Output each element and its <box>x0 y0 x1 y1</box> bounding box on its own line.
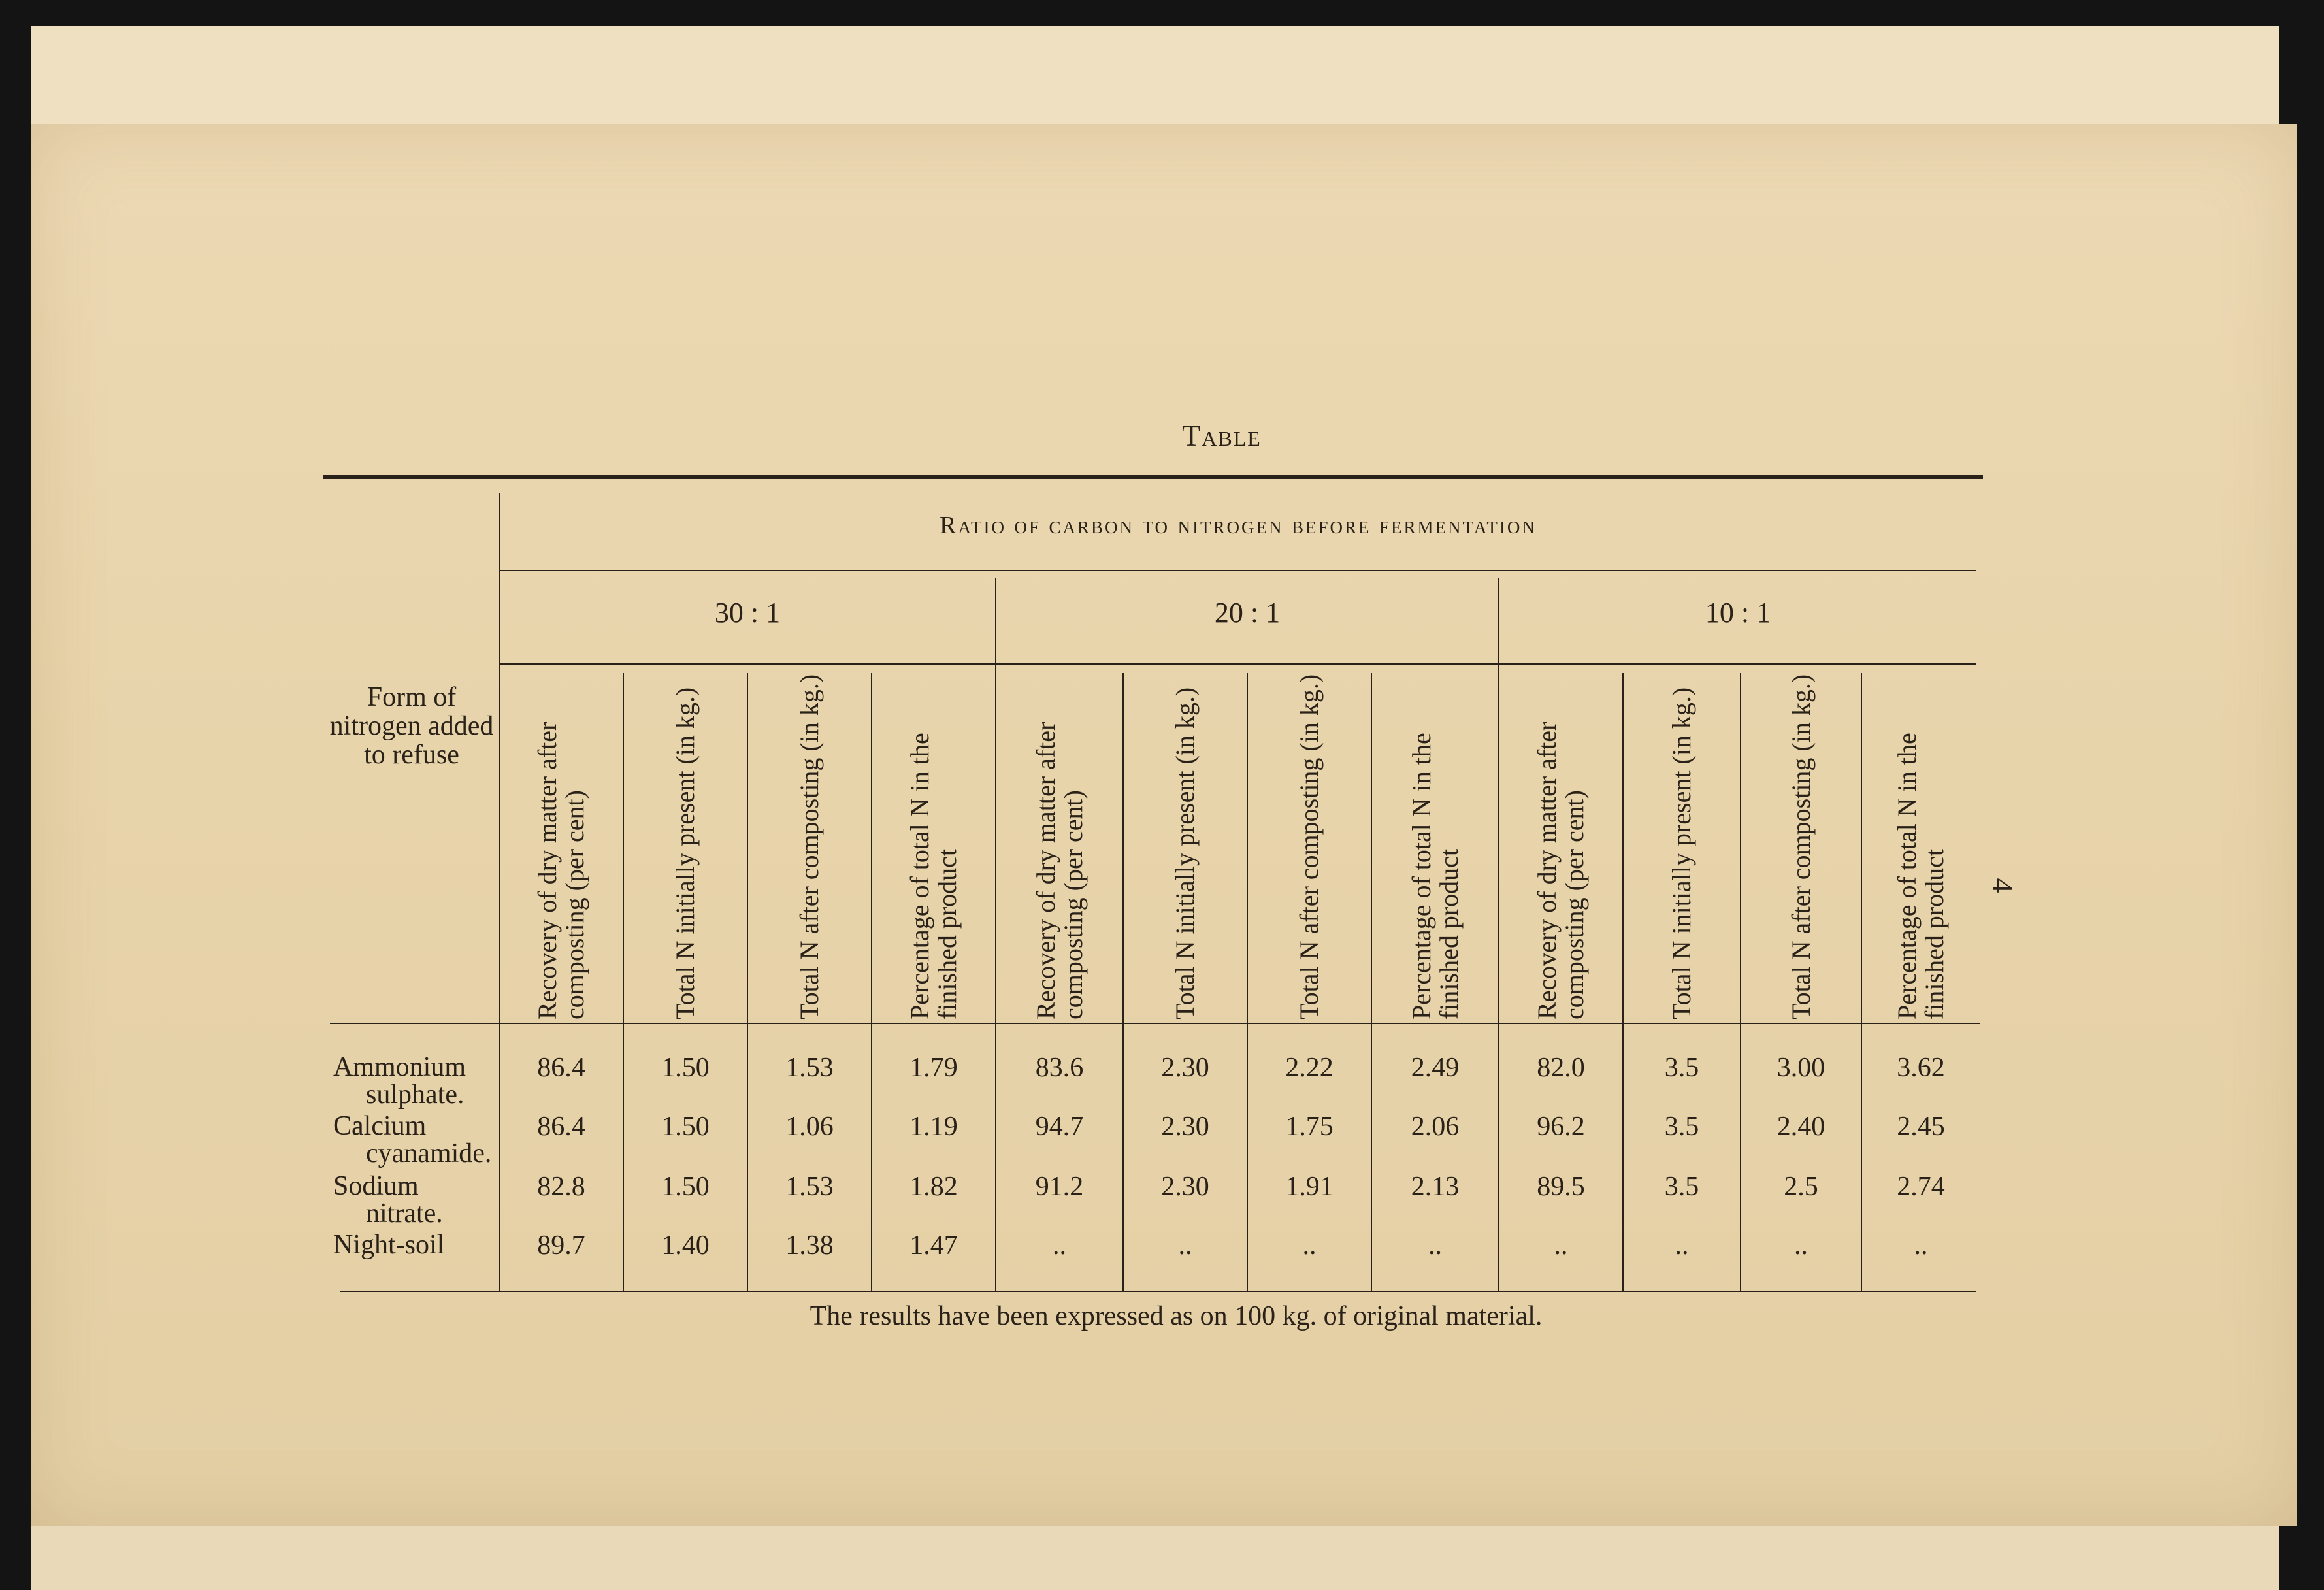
table-cell: .. <box>1914 1231 1928 1261</box>
table-cell: 3.62 <box>1897 1053 1945 1083</box>
row-label-line: Calcium <box>333 1111 427 1141</box>
table-cell: 1.06 <box>785 1112 834 1142</box>
table-footnote: The results have been expressed as on 100 kg. of original material. <box>810 1301 1543 1331</box>
column-header-label: Percentage of total N in the finished product <box>1892 733 1949 1019</box>
table-cell: 83.6 <box>1035 1053 1084 1083</box>
column-header-label: Total N initially present (in kg.) <box>1667 687 1696 1019</box>
group-header-20-1: 20 : 1 <box>1214 597 1281 629</box>
table-cell: 89.7 <box>537 1231 585 1261</box>
row-label-ammonium-sulphate <box>333 1053 466 1108</box>
column-header-total-n-after <box>1248 667 1371 1019</box>
table-cell: 94.7 <box>1035 1112 1084 1142</box>
table-cell: 1.47 <box>909 1231 958 1261</box>
column-header-total-n-initial <box>1124 667 1247 1019</box>
column-header-total-n-initial <box>1624 667 1740 1019</box>
table-cell: 3.5 <box>1664 1172 1699 1202</box>
table-cell: .. <box>1794 1231 1808 1261</box>
table-cell: 89.5 <box>1537 1172 1585 1202</box>
column-header-total-n-after <box>1741 667 1861 1019</box>
table-cell: 86.4 <box>537 1053 585 1083</box>
table-cell: 1.50 <box>661 1172 710 1202</box>
table-cell: 1.53 <box>785 1053 834 1083</box>
table-cell: 2.13 <box>1411 1172 1460 1202</box>
table-cell: 3.00 <box>1776 1053 1825 1083</box>
table-cell: 1.75 <box>1285 1112 1334 1142</box>
ratio-header: Ratio of carbon to nitrogen before fermentation <box>940 512 1537 539</box>
column-header-percentage-n <box>1862 667 1980 1019</box>
column-header-rule <box>330 1023 1980 1024</box>
row-label-night-soil <box>333 1231 444 1259</box>
table-top-rule <box>323 475 1983 479</box>
row-label-calcium-cyanamide <box>333 1112 491 1167</box>
column-header-label: Total N initially present (in kg.) <box>670 687 700 1019</box>
row-label-line: nitrate. <box>366 1199 443 1229</box>
group-header-30-1: 30 : 1 <box>714 597 781 629</box>
table-cell: 3.5 <box>1664 1112 1699 1142</box>
table-bottom-rule <box>340 1291 1976 1292</box>
table-cell: 2.5 <box>1784 1172 1818 1202</box>
lower-page-edge <box>31 1526 2279 1590</box>
table-cell: 1.19 <box>909 1112 958 1142</box>
table-cell: 82.0 <box>1537 1053 1585 1083</box>
group-header-10-1: 10 : 1 <box>1705 597 1771 629</box>
table-cell: .. <box>1302 1231 1317 1261</box>
table-cell: 2.74 <box>1897 1172 1945 1202</box>
table-cell: 2.30 <box>1161 1112 1209 1142</box>
table-cell: 86.4 <box>537 1112 585 1142</box>
column-header-label: Percentage of total N in the finished product <box>905 733 962 1019</box>
table-cell: 2.49 <box>1411 1053 1460 1083</box>
table-cell: 1.38 <box>785 1231 834 1261</box>
ratio-header-rule <box>500 570 1976 571</box>
row-label-line: Sodium <box>333 1171 419 1201</box>
group-header-rule <box>500 663 1976 665</box>
table-cell: 3.5 <box>1664 1053 1699 1083</box>
column-header-total-n-initial <box>624 667 747 1019</box>
stub-header: Form of nitrogen added to refuse <box>329 682 494 770</box>
table-cell: 2.45 <box>1897 1112 1945 1142</box>
row-label-line: Night-soil <box>333 1230 445 1260</box>
column-header-label: Recovery of dry matter after composting (per cent) <box>1030 721 1088 1019</box>
table-cell: 1.50 <box>661 1053 710 1083</box>
row-label-line: sulphate. <box>366 1080 465 1110</box>
table-cell: 2.30 <box>1161 1053 1209 1083</box>
column-header-percentage-n <box>872 667 995 1019</box>
column-header-label: Total N after composting (in kg.) <box>1786 674 1816 1019</box>
column-header-recovery <box>500 667 623 1019</box>
row-label-sodium-nitrate <box>333 1172 443 1227</box>
table-cell: 1.82 <box>909 1172 958 1202</box>
upper-page-edge <box>31 26 2279 124</box>
table-cell: 82.8 <box>537 1172 585 1202</box>
column-header-recovery <box>996 667 1122 1019</box>
table-cell: .. <box>1428 1231 1442 1261</box>
table-cell: 2.22 <box>1285 1053 1334 1083</box>
page-number: 4 <box>1986 878 2020 893</box>
column-header-label: Percentage of total N in the finished product <box>1406 733 1464 1019</box>
table-cell: 1.79 <box>909 1053 958 1083</box>
table-cell: .. <box>1554 1231 1568 1261</box>
table-cell: 2.40 <box>1776 1112 1825 1142</box>
table-cell: 91.2 <box>1035 1172 1084 1202</box>
table-title: Table <box>1182 419 1262 452</box>
table-cell: 1.53 <box>785 1172 834 1202</box>
column-header-label: Total N after composting (in kg.) <box>794 674 824 1019</box>
table-cell: .. <box>1053 1231 1066 1261</box>
column-header-label: Recovery of dry matter after composting (per cent) <box>1532 721 1589 1019</box>
table-cell: 1.50 <box>661 1112 710 1142</box>
row-label-line: Ammonium <box>333 1052 466 1082</box>
table-cell: 96.2 <box>1537 1112 1585 1142</box>
table-cell: 1.40 <box>661 1231 710 1261</box>
table-cell: .. <box>1178 1231 1192 1261</box>
table-cell: .. <box>1675 1231 1689 1261</box>
column-header-percentage-n <box>1372 667 1498 1019</box>
row-label-line: cyanamide. <box>366 1138 492 1168</box>
table-cell: 2.30 <box>1161 1172 1209 1202</box>
table-cell: 2.06 <box>1411 1112 1460 1142</box>
column-header-recovery <box>1499 667 1622 1019</box>
column-header-label: Total N after composting (in kg.) <box>1294 674 1324 1019</box>
table-cell: 1.91 <box>1285 1172 1334 1202</box>
column-header-label: Total N initially present (in kg.) <box>1170 687 1200 1019</box>
column-header-label: Recovery of dry matter after composting (per cent) <box>532 721 589 1019</box>
column-header-total-n-after <box>748 667 871 1019</box>
